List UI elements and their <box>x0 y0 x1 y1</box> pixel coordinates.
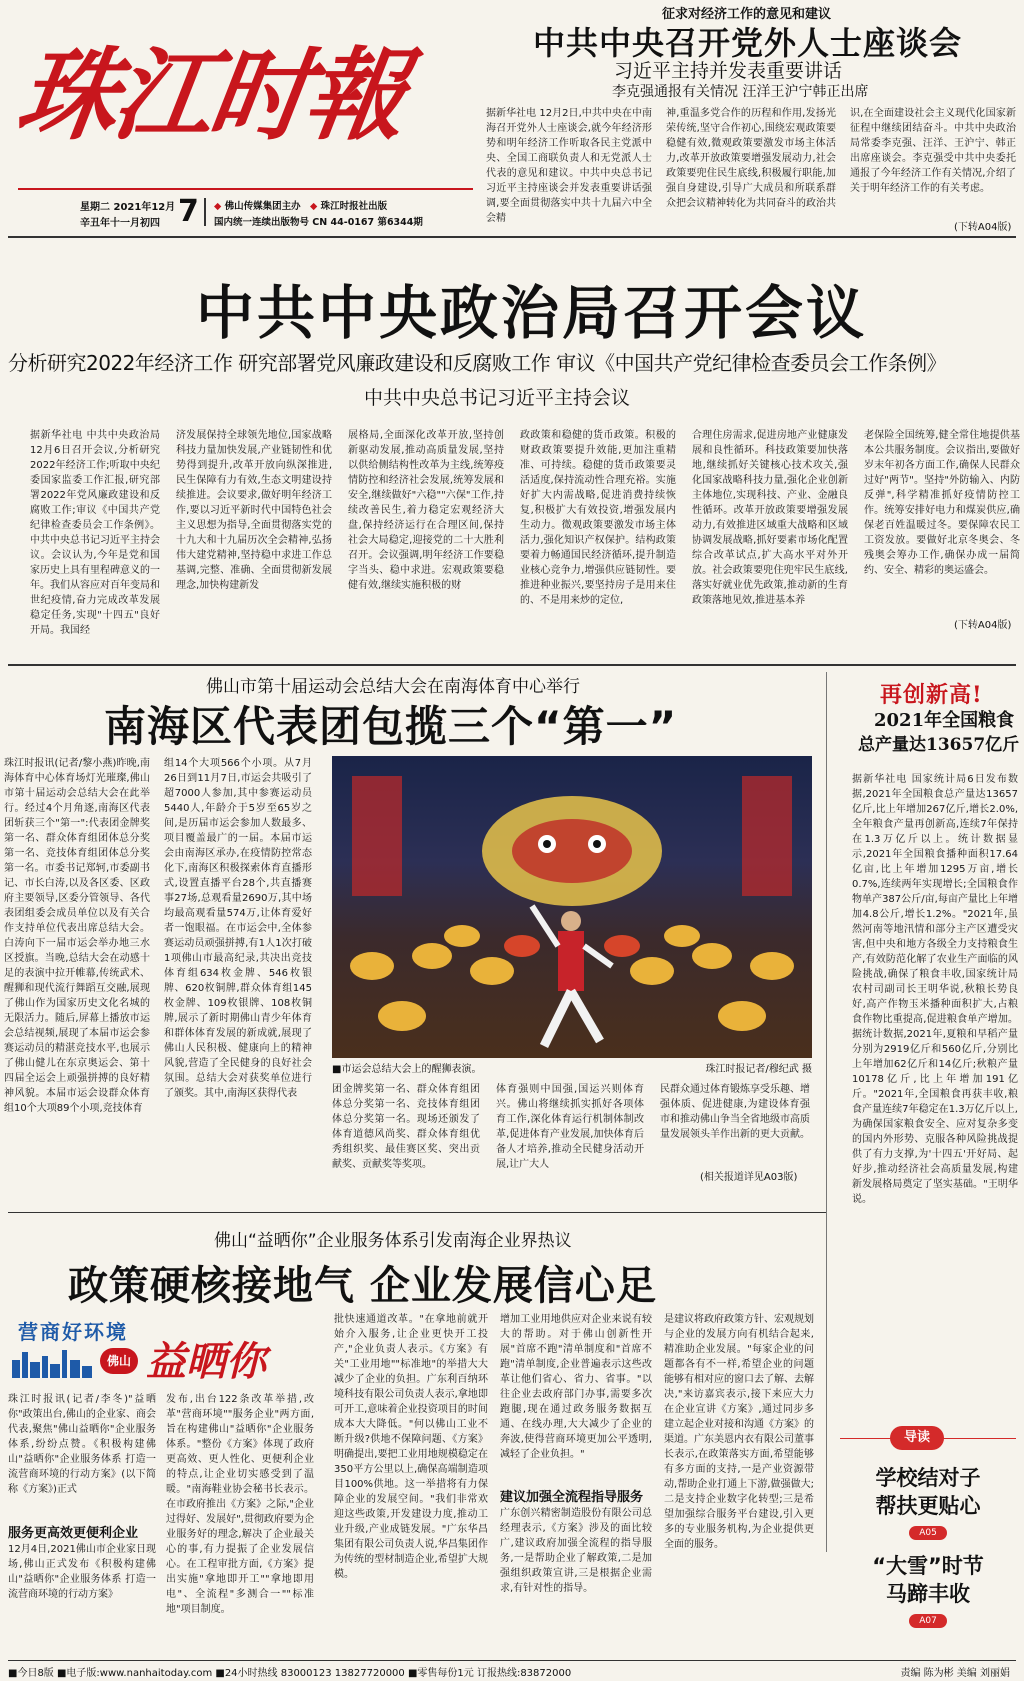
business-col-d: 增加工业用地供应对企业来说有较大的帮助。对于佛山创新性开展"首席不跑"清单制度和"首席不跑"清单制度,企业普遍表示这些改革让他们省心、省力、省事。"以往企业去政府部门办事,需要多次跑腿,现在通过政务服务数据互通、在线办理,大大减少了企业的奔波,使得营商环境更加公平透明,减轻了企业负担。" <box>500 1314 652 1460</box>
lead-col-6: 老保险全国统筹,健全常住地提供基本公共服务制度。会议指出,要做好岁末年初各方面工作,确保人民群众过好"两节"。坚持"外防输入、内防反弹",科学精准抓好疫情防控工作。统筹安排好电力和煤炭供应,确保老百姓温暖过冬。要保障农民工工资发放。要做好北京冬奥会、冬残奥会筹办工作,确保办成一届简约、安全、精彩的奥运盛会。 <box>864 430 1020 576</box>
grain-title-2: 总产量达13657亿斤 <box>858 735 1020 755</box>
sports-col-b: 组14个大项566个小项。从7月26日到11月7日,市运会共吸引了超7000人参加,其中参赛运动员5440人,年龄介于5岁至65岁之间,是历届市运会参加人数最多、项目覆盖最广的一届。本届市运会由南海区承办,在疫情防控常态化下,南海区积极探索体育直播形式,设置直播平台28个,共直播赛事27场,总观看量2690万,其中场均最高观看量574万,让体育爱好者一饱眼福。在市运会中,全体参赛运动员顽强拼搏,有1人1次打破1项佛山市最高纪录,共决出竞技体育组634枚金牌、546枚银牌、620枚铜牌,群众体育组145枚金牌、109枚银牌、108枚铜牌,展示了新时期佛山青少年体育和群体体育发展的新成就,展现了佛山人民积极、健康向上的精神风貌,营造了全民健身的良好社会氛围。总结大会对获奖单位进行了颁奖。其中,南海区获得代表 <box>164 758 312 1099</box>
lion-dance-illustration <box>332 756 812 1058</box>
sports-photo-caption: ■市运会总结大会上的醒狮表演。 <box>332 1064 482 1075</box>
top-story-continued: (下转A04版) <box>954 222 1012 233</box>
business-col-b: 发布,出台122条改革举措,改革"营商环境""服务企业"两方面,旨在构建佛山"益晒你"企业服务体系。"整份《方案》体现了政府更高效、更人性化、更便利企业的特点,让企业切实感受到了温暖。"南海鞋业协会秘书长表示。在市政府推出《方案》之际,"企业过得好、发展好",贯彻政府要为企业服务好的理念,解决了企业最关心的事,有力提振了企业发展信心。在工程审批方面,《方案》提出实施"拿地即开工""拿地即用电"、全流程"多测合一""标准地"项目制度。 <box>166 1394 314 1615</box>
business-col-d2: 广东创兴精密制造股份有限公司总经理表示,《方案》涉及的面比较广,建议政府加强全流程的指导服务,一是帮助企业了解政策,二是加强组织政策宣讲,三是根据企业需求,有针对性的指导。 <box>500 1508 652 1594</box>
guide-label: 导读 <box>890 1426 944 1450</box>
top-story-sub2: 李克强通报有关情况 汪洋王沪宁韩正出席 <box>612 84 869 100</box>
business-title: 政策硬核接地气 企业发展信心足 <box>68 1263 657 1309</box>
guide-page-badge: A07 <box>909 1614 947 1628</box>
business-col-c: 批快速通道改革。"在拿地前就开始介入服务,让企业更快开工投产,"企业负责人表示。《方案》有关"工业用地""标准地"的举措大大减少了企业的负担。广东利百纳环境科技有限公司负责人表示,拿地即可开工,意味着企业投资项目的时间成本大大降低。"何以佛山工业不断升级?供地不保障问题、《方案》明确提出,要把工业用地规模稳定在350平方公里以上,确保高端制造项目100%供地。这一举措将有力保障企业的发展空间。"我们非常欢迎这些政策,开发建设力度,推动工业升级,产业成链发展。"广东华昌集团有限公司负责人说,华昌集团作为传统的型材制造企业,希望扩大规模。 <box>334 1314 488 1580</box>
lead-title: 中共中央政治局召开会议 <box>196 279 868 347</box>
sports-title: 南海区代表团包揽三个“第一” <box>104 702 678 751</box>
lead-continued: (下转A04版) <box>954 620 1012 631</box>
masthead-sponsor: ◆ 佛山传媒集团主办 ◆ 珠江时报社出版 <box>214 201 388 212</box>
sports-photo <box>332 756 812 1058</box>
business-col-d-subhead: 建议加强全流程指导服务 <box>500 1490 644 1505</box>
business-col-a-subhead: 服务更高效更便利企业 <box>8 1526 139 1541</box>
lead-subtitle-2: 中共中央总书记习近平主持会议 <box>364 387 631 409</box>
guide-page-badge: A05 <box>909 1526 947 1540</box>
grain-kicker: 再创新高! <box>880 682 983 708</box>
top-story-title: 中共中央召开党外人士座谈会 <box>533 24 963 62</box>
lead-col-4: 政政策和稳健的货币政策。积极的财政政策要提升效能,更加注重精准、可持续。稳健的货币政策要灵活适度,保持流动性合理充裕。实施好扩大内需战略,促进消费持续恢复,积极扩大有效投资,增强发展内生动力。微观政策要激发市场主体活力,强化知识产权保护。结构政策要着力畅通国民经济循环,提升制造业核心竞争力,增强供应链韧性。要推进种业振兴,要坚持房子是用来住的、不是用来炒的定位, <box>520 430 676 606</box>
sports-photo-credit: 珠江时报记者/穆纪武 摄 <box>705 1064 812 1075</box>
top-story-col-2: 神,重温多党合作的历程和作用,发扬光荣传统,坚守合作初心,围绕宏观政策要稳健有效,微观政策要激发市场主体活力,改革开放政策要增强发展动力,社会政策要兜住民生底线,积极履行职能,加强自身建设,引导广大成员和所联系群众把会议精神转化为共同奋斗的政治共 <box>666 108 836 209</box>
sports-col-a: 珠江时报讯(记者/黎小燕)昨晚,南海体育中心体育场灯光璀璨,佛山市第十届运动会总结大会在此举行。经过4个月角逐,南海区代表团斩获三个"第一":代表团金牌奖第一名、群众体育组团体总分奖第一名、竞技体育组团体总分奖第一名。市委书记郑轲,市委副书记、市长白涛,以及各区委、区政府主要领导,区委分管领导、各代表团组委会成员单位以及有关合作支持单位代表出席总结大会。白涛向下一届市运会举办地三水区授旗。当晚,总结大会在动感十足的表演中拉开帷幕,传统武术、醒狮和现代流行舞蹈互交融,展现了佛山作为国家历史文化名城的无限活力。随后,屏幕上播放市运会总结视频,展现了本届市运会参赛运动员的精湛竞技水平,也展示了佛山健儿在东京奥运会、第十四届全运会上顽强拼搏的良好精神风貌。本届市运会设群众体育组10个大项89个小项,竞技体育 <box>4 758 150 1114</box>
masthead-date: 星期二 2021年12月 <box>80 202 176 213</box>
publisher-logo-icon: ◆ <box>309 201 318 212</box>
banner-left-text: 营商好环境 <box>18 1320 128 1344</box>
footer-editors: 责编 陈为彬 美编 刘丽娟 <box>900 1668 1010 1679</box>
masthead-logo: 珠江时報 <box>9 36 411 154</box>
sponsor-logo-icon: ◆ <box>214 201 222 212</box>
top-story-col-3: 识,在全面建设社会主义现代化国家新征程中继续团结奋斗。中共中央政治局常委李克强、汪洋、王沪宁、韩正出席座谈会。李克强受中共中央委托通报了今年经济工作有关情况,介绍了关于明年经济工作的有关考虑。 <box>850 108 1016 194</box>
banner-right-text: 益晒你 <box>146 1338 266 1385</box>
lead-col-3: 展格局,全面深化改革开放,坚持创新驱动发展,推动高质量发展,坚持以供给侧结构性改革为主线,统筹疫情防控和经济社会发展,统筹发展和安全,继续做好"六稳""六保"工作,持续改善民生,着力稳定宏观经济大盘,保持经济运行在合理区间,保持社会大局稳定,迎接党的二十大胜利召开。会议强调,明年经济工作要稳字当头、稳中求进。宏观政策要稳健有效,继续实施积极的财 <box>348 430 504 591</box>
grain-body: 据新华社电 国家统计局6日发布数据,2021年全国粮食总产量达13657亿斤,比上年增加267亿斤,增长2.0%,全年粮食产量再创新高,连续7年保持在1.3万亿斤以上。统计数据显示,2021年全国粮食播种面积17.64亿亩,比上年增加1295万亩,增长0.7%,连续两年实现增长;全国粮食作物单产387公斤/亩,每亩产量比上年增加4.8公斤,增长1.2%。"2021年,虽然河南等地汛情和部分主产区遭受灾害,但中央和地方各级全力支持粮食生产,有效防范化解了农业生产面临的风险挑战,确保了粮食丰收,国家统计局农村司副司长王明华说,秋粮长势良好,高产作物玉米播种面积扩大,占粮食作物比重提高,促进粮食单产增加。据统计数据,2021年,夏粮和早稻产量分别为2919亿斤和560亿斤,分别比上年增加62亿斤和14亿斤;秋粮产量10178亿斤,比上年增加191亿斤。"2021年,全国粮食再获丰收,粮食产量连续7年稳定在1.3万亿斤以上,为确保国家粮食安全、应对复杂多变的国内外形势、克服各种风险挑战提供了有力支撑,为'十四五'开好局、起好步,推动经济社会高质量发展,构建新发展格局奠定了坚实基础。"王明华说。 <box>852 774 1018 1205</box>
footer-info: ■今日8版 ■电子版:www.nanhaitoday.com ■24小时热线 83000123 13827720000 ■零售每份1元 订报热线:83872000 <box>8 1668 572 1679</box>
banner-badge: 佛山 <box>100 1348 138 1374</box>
business-banner <box>8 1312 318 1385</box>
business-col-a2: 12月4日,2021佛山市企业家日现场,佛山正式发布《积极构建佛山"益晒你"企业服务体系 打造一流营商环境的行动方案》 <box>8 1544 156 1600</box>
sports-col-e: 民群众通过体育锻炼享受乐趣、增强体质、促进健康,为建设体育强市和推动佛山争当全省地级市高质量发展领头羊作出新的更大贡献。 <box>660 1084 810 1140</box>
masthead-day: 7 <box>178 194 199 229</box>
guide-item-schools[interactable]: 学校结对子 帮扶更贴心 A05 <box>875 1466 981 1538</box>
lead-col-5: 合理住房需求,促进房地产业健康发展和良性循环。科技政策要加快落地,继续抓好关键核心技术攻关,强化国家战略科技力量,强化企业创新主体地位,实现科技、产业、金融良性循环。改革开放政策要增强发展动力,有效推进区域重大战略和区域协调发展战略,抓好要素市场化配置综合改革试点,扩大高水平对外开放。社会政策要兜住兜牢民生底线,落实好就业优先政策,推动新的生育政策落地见效,推进基本养 <box>692 430 848 606</box>
sports-related: (相关报道详见A03版) <box>700 1172 798 1183</box>
guide-box <box>840 1424 1016 1654</box>
lead-subtitle: 分析研究2022年经济工作 研究部署党风廉政建设和反腐败工作 审议《中国共产党纪律检查委员会工作条例》 <box>8 351 947 375</box>
top-story-sub1: 习近平主持并发表重要讲话 <box>614 60 843 82</box>
masthead-lunar: 辛丑年十一月初四 <box>80 218 160 229</box>
sports-col-d: 体育强则中国强,国运兴则体育兴。佛山将继续抓实抓好各项体育工作,深化体育运行机制体制改革,促进体育产业发展,加快体育后备人才培养,推动全民健身活动开展,让广大人 <box>496 1084 644 1170</box>
top-story-col-1: 据新华社电 12月2日,中共中央在中南海召开党外人士座谈会,就今年经济形势和明年经济工作听取各民主党派中央、全国工商联负责人和无党派人士代表的意见和建议。中共中央总书记习近平主持座谈会并发表重要讲话强调,要全面贯彻落实中共十九届六中全会精 <box>486 108 652 224</box>
guide-item-water-chestnut[interactable]: “大雪”时节 马蹄丰收 A07 <box>872 1554 984 1626</box>
business-col-a: 珠江时报讯(记者/李冬)"益晒你"政策出台,佛山的企业家、商会代表,聚焦"佛山益晒你"企业服务体系,纷纷点赞。《积极构建佛山"益晒你"企业服务体系 打造一流营商环境的行动方案》(以下简称《方案》)正式 <box>8 1394 156 1495</box>
business-col-e: 是建议将政府政策方针、宏观规划与企业的发展方向有机结合起来,精准助企业发展。"每家企业的问题都各有不一样,希望企业的问题能够有相对应的窗口去了解、去解决,"来访嘉宾表示,接下来应大力在企业宣讲《方案》,通过同步多建立起企业对接和沟通《方案》的渠道。广东美恩内衣有限公司董事长表示,在政策落实方面,希望能够有多方面的支持,一是产业资源带动,帮助企业打通上下游,做强做大;二是支持企业数字化转型;三是希望加强综合服务平台建设,引入更多的专业服务机构,为企业提供更全面的服务。 <box>664 1314 814 1550</box>
grain-title-1: 2021年全国粮食 <box>874 710 1015 731</box>
lead-col-1: 据新华社电 中共中央政治局12月6日召开会议,分析研究2022年经济工作;听取中央纪委国家监委工作汇报,研究部署2022年党风廉政建设和反腐败工作;审议《中国共产党纪律检查委员会工作条例》。中共中央总书记习近平主持会议。会议认为,今年是党和国家历史上具有里程碑意义的一年。我们从容应对百年变局和世纪疫情,奋力完成改革发展稳定任务,实现"十四五"良好开局。我国经 <box>30 430 160 636</box>
masthead-issn: 国内统一连续出版物号 CN 44-0167 第6344期 <box>214 217 423 228</box>
sports-col-c: 团金牌奖第一名、群众体育组团体总分奖第一名、竞技体育组团体总分奖第一名。现场还颁发了体育道德风尚奖、群众体育组优秀组织奖、最佳赛区奖、突出贡献奖、贡献奖等奖项。 <box>332 1084 480 1170</box>
business-kicker: 佛山“益晒你”企业服务体系引发南海企业界热议 <box>214 1231 572 1251</box>
masthead <box>9 20 498 230</box>
top-story-kicker: 征求对经济工作的意见和建议 <box>662 7 832 22</box>
lead-col-2: 济发展保持全球领先地位,国家战略科技力量加快发展,产业链韧性和优势得到提升,改革开放向纵深推进,民生保障有力有效,生态文明建设持续推进。会议要求,做好明年经济工作,要以习近平新时代中国特色社会主义思想为指导,全面贯彻落实党的十九大和十九届历次全会精神,弘扬伟大建党精神,坚持稳中求进工作总基调,完整、准确、全面贯彻新发展理念,加快构建新发 <box>176 430 332 591</box>
sports-kicker: 佛山市第十届运动会总结大会在南海体育中心举行 <box>206 677 580 697</box>
